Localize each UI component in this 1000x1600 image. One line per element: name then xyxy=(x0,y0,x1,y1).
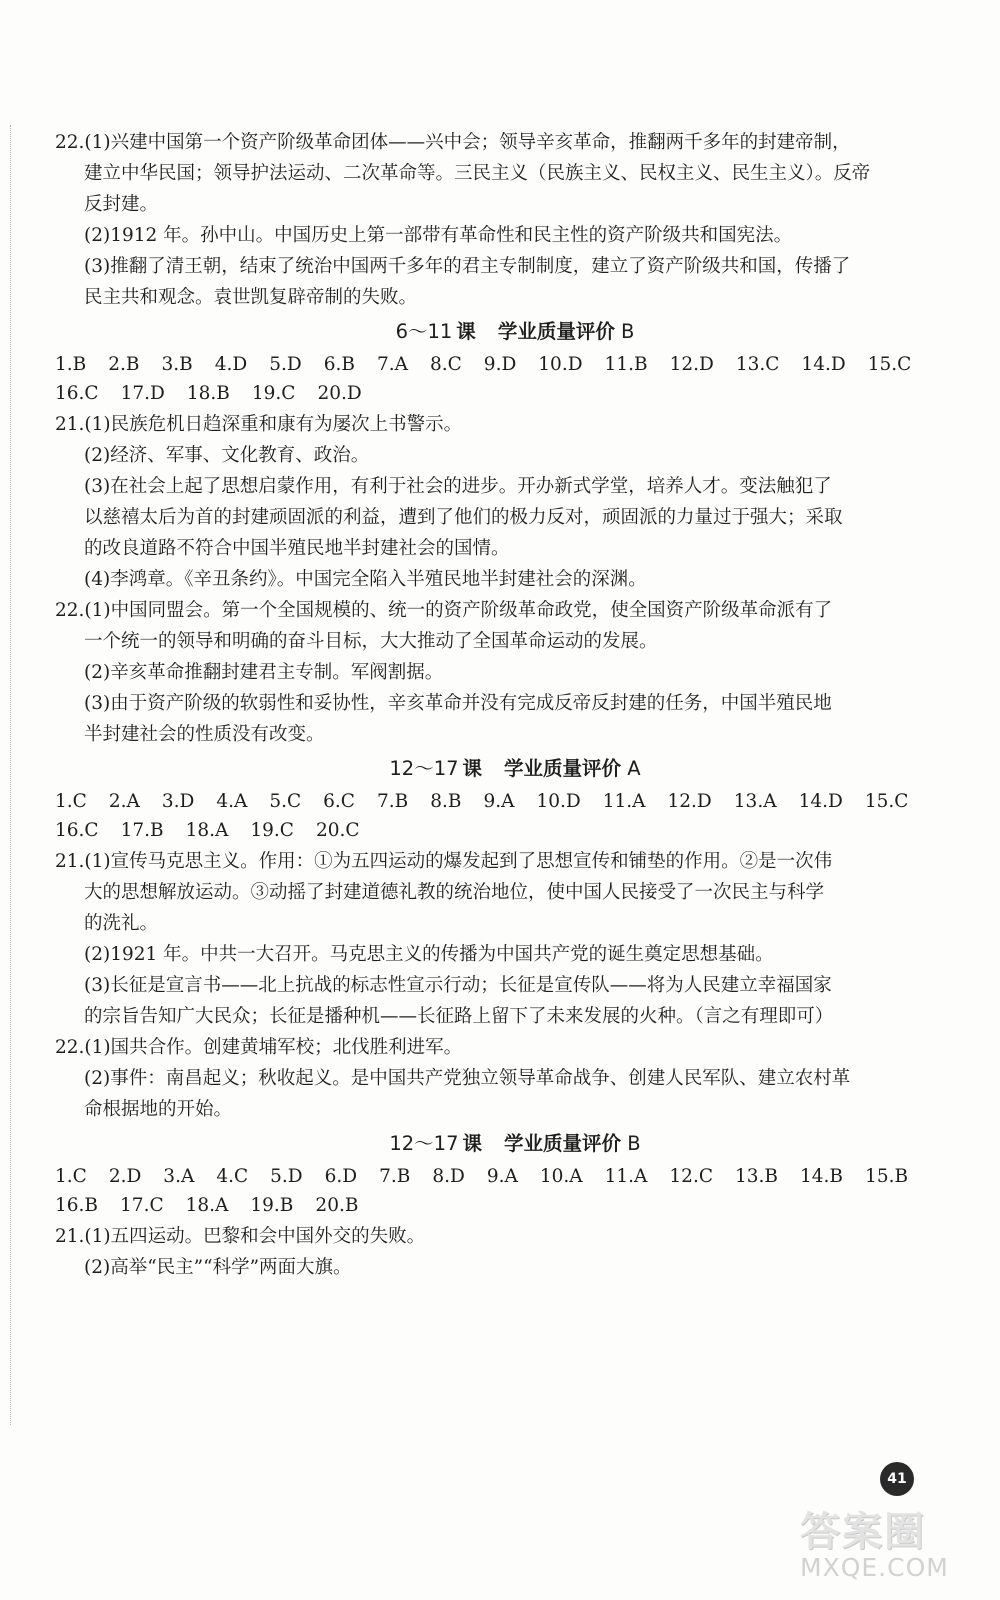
answer-line: 的宗旨告知广大民众；长征是播种机——长征路上留下了未来发展的火种。（言之有理即可） xyxy=(84,1006,834,1027)
answer-line: 大的思想解放运动。③动摇了封建道德礼教的统治地位，使中国人民接受了一次民主与科学 xyxy=(84,882,825,903)
question-21-block xyxy=(55,410,975,594)
section-ke: 课 xyxy=(456,320,476,343)
section-title xyxy=(55,1129,975,1159)
choice-answer: 8.D xyxy=(432,1166,465,1187)
answer-line: (3)由于资产阶级的软弱性和妥协性，辛亥革命并没有完成反帝反封建的任务，中国半殖民地 xyxy=(84,693,832,714)
choice-answer: 16.B xyxy=(55,1195,99,1216)
answer-line: 21.(1)五四运动。巴黎和会中国外交的失败。 xyxy=(55,1226,426,1247)
choice-answer: 20.D xyxy=(317,383,362,404)
answer-line: 的改良道路不符合中国半殖民地半封建社会的国情。 xyxy=(84,538,510,559)
choice-answer: 6.B xyxy=(323,354,355,375)
choice-answer: 13.C xyxy=(735,354,780,375)
choice-answer: 16.C xyxy=(55,383,99,404)
question-21-block xyxy=(55,1222,975,1282)
choice-answer: 6.C xyxy=(323,791,355,812)
choice-answer: 19.C xyxy=(250,820,294,841)
section-range: 12～17 xyxy=(389,1132,459,1155)
answer-line: 以慈禧太后为首的封建顽固派的利益，遭到了他们的极力反对，顽固派的力量过于强大；采取 xyxy=(84,507,843,528)
choice-answer: 20.B xyxy=(315,1195,359,1216)
choice-answer: 17.D xyxy=(120,383,165,404)
answer-line: 一个统一的领导和明确的奋斗目标，大大推动了全国革命运动的发展。 xyxy=(84,631,658,652)
choice-answer: 15.C xyxy=(867,354,912,375)
section-ke: 课 xyxy=(462,757,483,780)
choice-answer: 9.A xyxy=(486,1166,518,1187)
choice-answer: 17.C xyxy=(120,1195,164,1216)
answer-line: 反封建。 xyxy=(84,194,159,215)
choice-answer: 7.B xyxy=(379,1166,411,1187)
choice-answer: 2.D xyxy=(108,1166,142,1187)
binding-edge-line xyxy=(10,125,11,1425)
choice-answer: 7.B xyxy=(376,791,409,812)
choice-answer: 1.C xyxy=(55,1166,87,1187)
choice-answer: 4.D xyxy=(214,354,248,375)
page-content xyxy=(55,128,975,1284)
choice-answer: 18.A xyxy=(185,820,229,841)
choice-answer: 9.D xyxy=(483,354,517,375)
choice-answer: 3.B xyxy=(161,354,193,375)
choice-answer: 19.B xyxy=(250,1195,294,1216)
choice-answer: 13.B xyxy=(734,1166,779,1187)
answer-line: 22.(1)国共合作。创建黄埔军校；北伐胜利进军。 xyxy=(55,1037,463,1058)
choice-answer: 14.D xyxy=(798,791,843,812)
section-ke: 课 xyxy=(462,1132,483,1155)
question-22-block-first xyxy=(55,128,975,312)
answer-line: 21.(1)宣传马克思主义。作用：①为五四运动的爆发起到了思想宣传和铺垫的作用。②是一次伟 xyxy=(55,851,833,872)
choice-answer: 18.A xyxy=(185,1195,229,1216)
watermark-logo xyxy=(800,1500,990,1596)
choice-answer: 7.A xyxy=(376,354,408,375)
choice-answer: 15.C xyxy=(864,791,909,812)
answer-line: (2)高举“民主”“科学”两面大旗。 xyxy=(84,1257,352,1278)
answer-line: (2)1912 年。孙中山。中国历史上第一部带有革命性和民主性的资产阶级共和国宪法。 xyxy=(84,225,793,246)
page-number-badge: 41 xyxy=(880,1462,914,1496)
section-name: 学业质量评价 xyxy=(504,757,622,780)
choice-answer: 11.A xyxy=(604,1166,648,1187)
watermark-url: MXQE.COM xyxy=(800,1553,949,1582)
choice-answer: 10.D xyxy=(538,354,583,375)
answer-line: (2)辛亥革命推翻封建君主专制。军阀割据。 xyxy=(84,662,444,683)
choice-answer: 14.D xyxy=(801,354,846,375)
section-letter: B xyxy=(627,1132,641,1155)
choice-answer: 2.A xyxy=(108,791,140,812)
choice-answer: 8.C xyxy=(429,354,462,375)
choice-answer: 12.D xyxy=(667,791,712,812)
choice-answer: 14.B xyxy=(800,1166,844,1187)
multiple-choice-answers xyxy=(55,787,975,845)
multiple-choice-answers xyxy=(55,350,975,408)
answer-line: (2)经济、军事、文化教育、政治。 xyxy=(84,445,370,466)
choice-answer: 3.D xyxy=(161,791,195,812)
section-range: 6～11 xyxy=(395,320,453,343)
section-name: 学业质量评价 xyxy=(497,320,615,343)
choice-answer: 13.A xyxy=(733,791,777,812)
section-title xyxy=(55,317,975,347)
question-22-block xyxy=(55,1033,975,1124)
answer-line: (2)事件：南昌起义；秋收起义。是中国共产党独立领导革命战争、创建人民军队、建立农村革 xyxy=(84,1068,851,1089)
section-range: 12～17 xyxy=(389,757,459,780)
choice-answer: 19.C xyxy=(251,383,296,404)
section-letter: A xyxy=(627,757,641,780)
answer-line: 21.(1)民族危机日趋深重和康有为屡次上书警示。 xyxy=(55,414,463,435)
choice-answer: 5.D xyxy=(270,1166,303,1187)
choice-answer: 10.D xyxy=(536,791,581,812)
answer-line: 民主共和观念。袁世凯复辟帝制的失败。 xyxy=(84,287,418,308)
section-name: 学业质量评价 xyxy=(504,1132,622,1155)
answer-line: 22.(1)兴建中国第一个资产阶级革命团体——兴中会；领导辛亥革命，推翻两千多年的封建帝制， xyxy=(55,132,851,153)
choice-answer: 4.C xyxy=(216,1166,249,1187)
choice-answer: 8.B xyxy=(430,791,462,812)
multiple-choice-answers xyxy=(55,1162,975,1220)
choice-answer: 5.D xyxy=(269,354,302,375)
choice-answer: 2.B xyxy=(108,354,140,375)
question-21-block xyxy=(55,847,975,1031)
choice-answer: 5.C xyxy=(269,791,302,812)
choice-answer: 11.A xyxy=(602,791,646,812)
section-letter: B xyxy=(621,320,635,343)
choice-answer: 12.D xyxy=(669,354,714,375)
choice-answer: 12.C xyxy=(669,1166,713,1187)
choice-answer: 1.C xyxy=(55,791,87,812)
answer-line: (3)推翻了清王朝，结束了统治中国两千多年的君主专制制度，建立了资产阶级共和国，传播了 xyxy=(84,256,851,277)
choice-answer: 3.A xyxy=(163,1166,195,1187)
answer-line: 建立中华民国；领导护法运动、二次革命等。三民主义（民族主义、民权主义、民生主义）。反帝 xyxy=(84,163,871,184)
choice-answer: 15.B xyxy=(865,1166,909,1187)
choice-answer: 9.A xyxy=(483,791,515,812)
watermark-text: 答案圈 xyxy=(800,1509,926,1555)
answer-line: (3)长征是宣言书——北上抗战的标志性宣示行动；长征是宣传队——将为人民建立幸福国家 xyxy=(84,975,832,996)
answer-line: (3)在社会上起了思想启蒙作用，有利于社会的进步。开办新式学堂，培养人才。变法触犯了 xyxy=(84,476,832,497)
choice-answer: 6.D xyxy=(324,1166,358,1187)
answer-line: 的洗礼。 xyxy=(84,913,159,934)
choice-answer: 1.B xyxy=(55,354,87,375)
choice-answer: 18.B xyxy=(186,383,230,404)
choice-answer: 16.C xyxy=(55,820,99,841)
choice-answer: 17.B xyxy=(120,820,164,841)
question-22-block xyxy=(55,596,975,749)
choice-answer: 20.C xyxy=(315,820,360,841)
answer-line: 22.(1)中国同盟会。第一个全国规模的、统一的资产阶级革命政党，使全国资产阶级革命派有了 xyxy=(55,600,833,621)
choice-answer: 10.A xyxy=(539,1166,583,1187)
section-title xyxy=(55,754,975,784)
choice-answer: 11.B xyxy=(604,354,648,375)
choice-answer: 4.A xyxy=(216,791,248,812)
answer-line: (2)1921 年。中共一大召开。马克思主义的传播为中国共产党的诞生奠定思想基础。 xyxy=(84,944,774,965)
answer-line: 半封建社会的性质没有改变。 xyxy=(84,724,325,745)
answer-line: (4)李鸿章。《辛丑条约》。中国完全陷入半殖民地半封建社会的深渊。 xyxy=(84,569,647,590)
answer-line: 命根据地的开始。 xyxy=(84,1099,233,1120)
